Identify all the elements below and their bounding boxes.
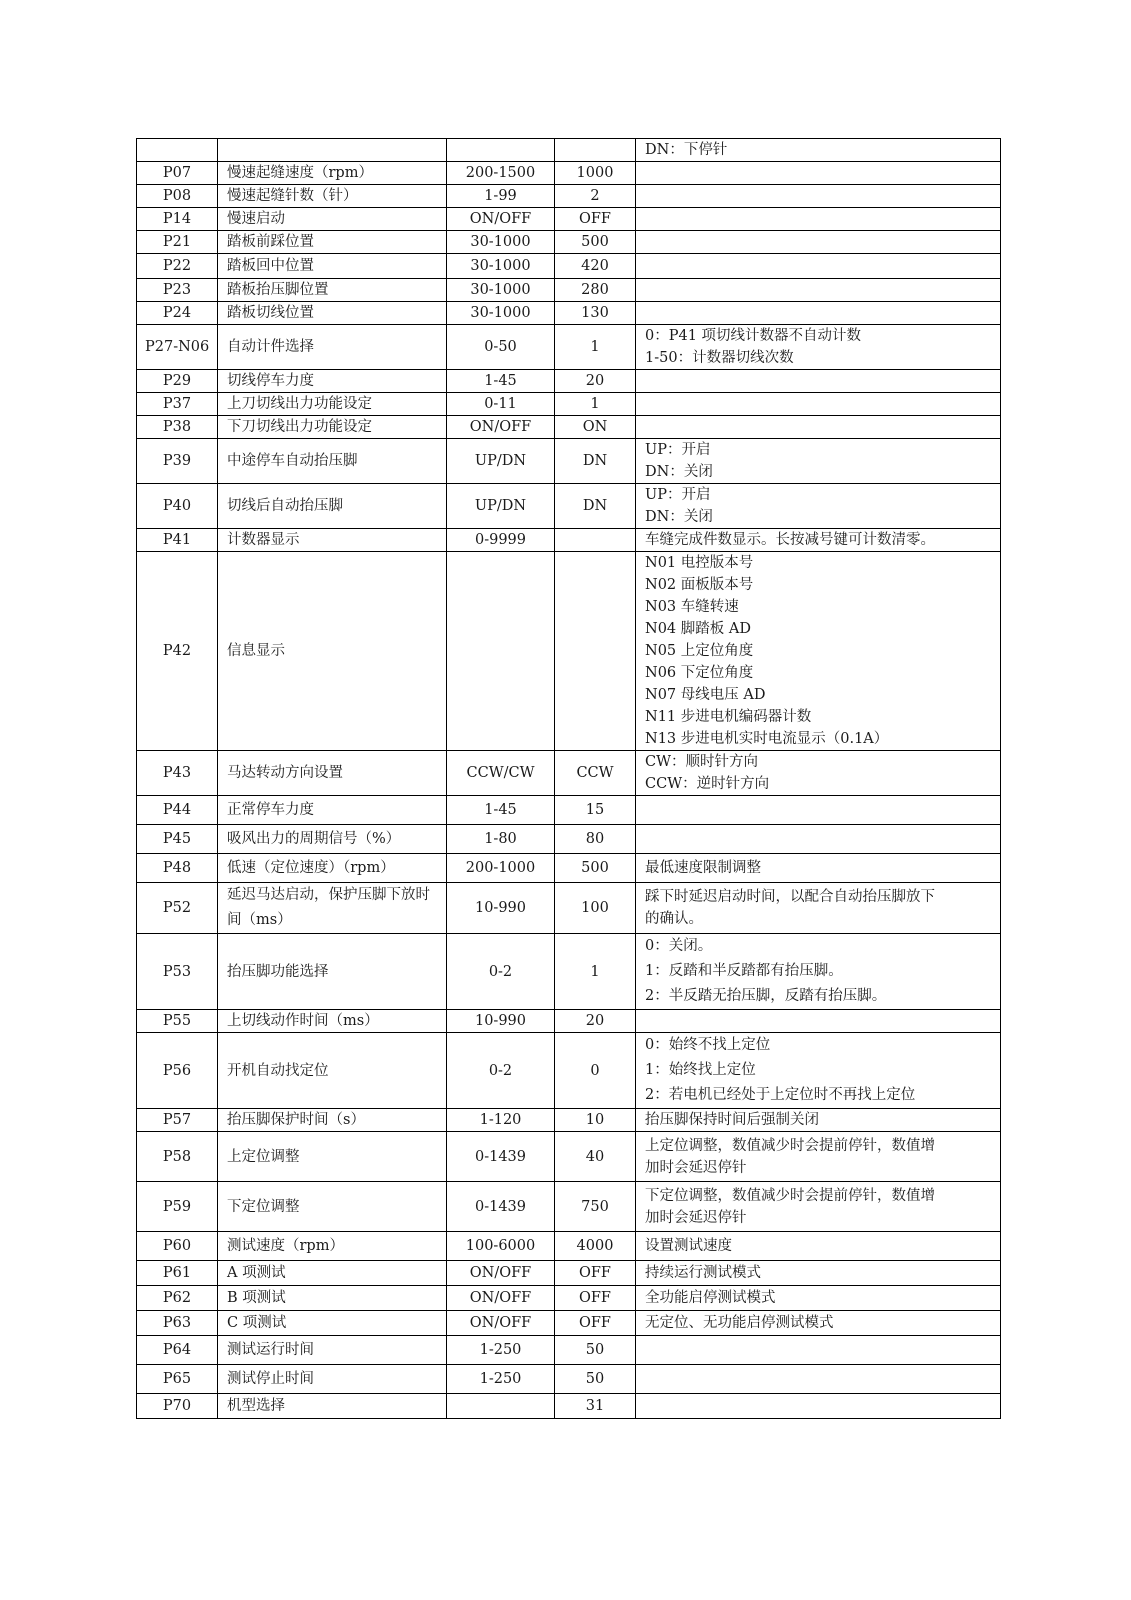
param-code: P62 <box>137 1286 218 1311</box>
param-default: 50 <box>555 1365 636 1394</box>
param-code: P57 <box>137 1109 218 1132</box>
table-row <box>137 231 1001 254</box>
note-line: 的确认。 <box>645 911 703 927</box>
parameter-table-body <box>137 139 1001 1419</box>
param-code: P40 <box>137 484 218 529</box>
param-range: 0-9999 <box>447 529 555 552</box>
param-range: 1-250 <box>447 1336 555 1365</box>
param-default: 40 <box>555 1132 636 1182</box>
param-notes <box>636 208 1001 231</box>
param-name: 测试运行时间 <box>218 1336 447 1365</box>
table-row <box>137 279 1001 302</box>
param-range: ON/OFF <box>447 1311 555 1336</box>
param-name: 踏板切线位置 <box>218 302 447 325</box>
param-code: P52 <box>137 883 218 934</box>
param-code: P61 <box>137 1261 218 1286</box>
param-code: P08 <box>137 185 218 208</box>
param-range: 0-1439 <box>447 1182 555 1232</box>
param-range: 0-11 <box>447 393 555 416</box>
param-code: P56 <box>137 1033 218 1109</box>
param-range <box>447 139 555 162</box>
param-default: OFF <box>555 1311 636 1336</box>
param-code: P21 <box>137 231 218 254</box>
table-row <box>137 1365 1001 1394</box>
param-notes <box>636 325 1001 370</box>
note-line: 上定位调整，数值减少时会提前停针，数值增 <box>645 1137 935 1154</box>
note-line: N04 脚踏板 AD <box>645 621 751 637</box>
note-line: N13 步进电机实时电流显示（0.1A） <box>645 731 889 747</box>
param-notes <box>636 1286 1001 1311</box>
note-line: N11 步进电机编码器计数 <box>645 709 812 725</box>
param-default <box>555 139 636 162</box>
param-default: 4000 <box>555 1232 636 1261</box>
param-code: P48 <box>137 854 218 883</box>
param-default: 420 <box>555 254 636 279</box>
table-row <box>137 1182 1001 1232</box>
param-name: 信息显示 <box>218 552 447 751</box>
param-range: 30-1000 <box>447 254 555 279</box>
param-notes <box>636 552 1001 751</box>
param-name: 延迟马达启动，保护压脚下放时间（ms） <box>218 883 447 934</box>
param-name: 正常停车力度 <box>218 796 447 825</box>
table-row <box>137 1010 1001 1033</box>
param-code: P07 <box>137 162 218 185</box>
param-default <box>555 529 636 552</box>
note-line: 0：始终不找上定位 <box>645 1037 771 1053</box>
param-range: CCW/CW <box>447 751 555 796</box>
note-line: 持续运行测试模式 <box>645 1265 761 1281</box>
param-range: ON/OFF <box>447 208 555 231</box>
table-row <box>137 883 1001 934</box>
param-name <box>218 139 447 162</box>
param-code: P22 <box>137 254 218 279</box>
note-line: 抬压脚保持时间后强制关闭 <box>645 1112 819 1128</box>
param-range: ON/OFF <box>447 1286 555 1311</box>
param-code: P24 <box>137 302 218 325</box>
table-row <box>137 1232 1001 1261</box>
param-name: 慢速起缝速度（rpm） <box>218 162 447 185</box>
param-code: P64 <box>137 1336 218 1365</box>
param-code: P14 <box>137 208 218 231</box>
param-default: 2 <box>555 185 636 208</box>
note-line: 设置测试速度 <box>645 1238 732 1254</box>
param-range: 0-1439 <box>447 1132 555 1182</box>
param-default: 280 <box>555 279 636 302</box>
note-line: DN：关闭 <box>645 464 713 480</box>
table-row <box>137 208 1001 231</box>
param-name: 低速（定位速度）（rpm） <box>218 854 447 883</box>
table-row <box>137 1033 1001 1109</box>
param-range: UP/DN <box>447 439 555 484</box>
param-range: 200-1000 <box>447 854 555 883</box>
table-row <box>137 162 1001 185</box>
param-code: P58 <box>137 1132 218 1182</box>
param-name: B 项测试 <box>218 1286 447 1311</box>
note-line: N07 母线电压 AD <box>645 687 766 703</box>
param-notes <box>636 529 1001 552</box>
table-row <box>137 854 1001 883</box>
param-name: 踏板前踩位置 <box>218 231 447 254</box>
note-line: 无定位、无功能启停测试模式 <box>645 1315 834 1331</box>
param-notes <box>636 484 1001 529</box>
param-default: 1 <box>555 325 636 370</box>
param-name: 测试速度（rpm） <box>218 1232 447 1261</box>
table-row <box>137 185 1001 208</box>
param-code: P43 <box>137 751 218 796</box>
param-range: 1-45 <box>447 796 555 825</box>
table-row <box>137 139 1001 162</box>
param-default: 10 <box>555 1109 636 1132</box>
param-default: 31 <box>555 1394 636 1419</box>
table-row <box>137 796 1001 825</box>
table-row <box>137 825 1001 854</box>
param-code: P41 <box>137 529 218 552</box>
table-row <box>137 1132 1001 1182</box>
table-row <box>137 1311 1001 1336</box>
param-default: OFF <box>555 208 636 231</box>
param-name: A 项测试 <box>218 1261 447 1286</box>
param-name: 自动计件选择 <box>218 325 447 370</box>
table-row <box>137 552 1001 751</box>
param-name: 开机自动找定位 <box>218 1033 447 1109</box>
param-notes <box>636 1394 1001 1419</box>
param-notes <box>636 1365 1001 1394</box>
param-range: 1-250 <box>447 1365 555 1394</box>
table-row <box>137 370 1001 393</box>
note-line: 1-50：计数器切线次数 <box>645 350 794 366</box>
param-default <box>555 552 636 751</box>
param-notes <box>636 1132 1001 1182</box>
param-notes <box>636 1311 1001 1336</box>
param-name: 切线后自动抬压脚 <box>218 484 447 529</box>
param-notes <box>636 1261 1001 1286</box>
param-range: 1-45 <box>447 370 555 393</box>
table-row <box>137 1336 1001 1365</box>
param-default: 1000 <box>555 162 636 185</box>
param-notes <box>636 139 1001 162</box>
param-range: 30-1000 <box>447 302 555 325</box>
table-row <box>137 1109 1001 1132</box>
param-name: 吸风出力的周期信号（%） <box>218 825 447 854</box>
param-notes <box>636 416 1001 439</box>
param-name: 测试停止时间 <box>218 1365 447 1394</box>
param-range: ON/OFF <box>447 1261 555 1286</box>
note-line: 最低速度限制调整 <box>645 860 761 876</box>
table-row <box>137 1394 1001 1419</box>
param-notes <box>636 883 1001 934</box>
param-range: 100-6000 <box>447 1232 555 1261</box>
table-row <box>137 529 1001 552</box>
param-notes <box>636 1232 1001 1261</box>
param-code: P38 <box>137 416 218 439</box>
param-name: 切线停车力度 <box>218 370 447 393</box>
table-row <box>137 1286 1001 1311</box>
note-line: N03 车缝转速 <box>645 599 739 615</box>
table-row <box>137 254 1001 279</box>
param-range: 1-99 <box>447 185 555 208</box>
note-line: 车缝完成件数显示。长按减号键可计数清零。 <box>645 532 935 548</box>
note-line: 踩下时延迟启动时间，以配合自动抬压脚放下 <box>645 889 935 905</box>
param-code: P70 <box>137 1394 218 1419</box>
param-notes <box>636 825 1001 854</box>
param-range: 10-990 <box>447 883 555 934</box>
param-name: 上刀切线出力功能设定 <box>218 393 447 416</box>
param-default: 80 <box>555 825 636 854</box>
param-range: 0-50 <box>447 325 555 370</box>
param-name: 下刀切线出力功能设定 <box>218 416 447 439</box>
param-code: P60 <box>137 1232 218 1261</box>
note-line: 加时会延迟停针 <box>645 1159 747 1176</box>
note-line: DN：下停针 <box>645 142 728 158</box>
param-notes <box>636 934 1001 1010</box>
param-range: 30-1000 <box>447 279 555 302</box>
param-default: 20 <box>555 370 636 393</box>
param-range: 0-2 <box>447 934 555 1010</box>
param-code <box>137 139 218 162</box>
param-name: 踏板抬压脚位置 <box>218 279 447 302</box>
param-default: OFF <box>555 1286 636 1311</box>
param-name: 上切线动作时间（ms） <box>218 1010 447 1033</box>
param-name: 踏板回中位置 <box>218 254 447 279</box>
note-line: 0：P41 项切线计数器不自动计数 <box>645 328 862 344</box>
note-line: N05 上定位角度 <box>645 643 754 659</box>
param-name: C 项测试 <box>218 1311 447 1336</box>
param-notes <box>636 231 1001 254</box>
param-code: P42 <box>137 552 218 751</box>
param-range: 1-80 <box>447 825 555 854</box>
param-default: 0 <box>555 1033 636 1109</box>
param-notes <box>636 1109 1001 1132</box>
param-code: P45 <box>137 825 218 854</box>
table-row <box>137 484 1001 529</box>
table-row <box>137 439 1001 484</box>
param-notes <box>636 302 1001 325</box>
param-notes <box>636 796 1001 825</box>
param-name: 计数器显示 <box>218 529 447 552</box>
param-default: DN <box>555 484 636 529</box>
param-default: 1 <box>555 934 636 1010</box>
param-range: ON/OFF <box>447 416 555 439</box>
param-default: 100 <box>555 883 636 934</box>
param-notes <box>636 1033 1001 1109</box>
param-notes <box>636 1182 1001 1232</box>
param-code: P59 <box>137 1182 218 1232</box>
param-name: 慢速起缝针数（针） <box>218 185 447 208</box>
param-default: 130 <box>555 302 636 325</box>
param-notes <box>636 439 1001 484</box>
note-line: DN：关闭 <box>645 509 713 525</box>
param-code: P29 <box>137 370 218 393</box>
param-notes <box>636 393 1001 416</box>
param-range <box>447 552 555 751</box>
param-default: 500 <box>555 231 636 254</box>
param-name: 下定位调整 <box>218 1182 447 1232</box>
parameter-table <box>136 138 1001 1419</box>
param-name: 中途停车自动抬压脚 <box>218 439 447 484</box>
note-line: UP：开启 <box>645 442 711 458</box>
param-default: DN <box>555 439 636 484</box>
table-row <box>137 393 1001 416</box>
param-notes <box>636 1336 1001 1365</box>
note-line: UP：开启 <box>645 487 711 503</box>
param-name: 慢速启动 <box>218 208 447 231</box>
table-row <box>137 302 1001 325</box>
note-line: CCW：逆时针方向 <box>645 776 770 792</box>
table-row <box>137 325 1001 370</box>
param-default: 500 <box>555 854 636 883</box>
param-default: 20 <box>555 1010 636 1033</box>
table-row <box>137 751 1001 796</box>
note-line: N06 下定位角度 <box>645 665 754 681</box>
param-code: P37 <box>137 393 218 416</box>
param-default: ON <box>555 416 636 439</box>
param-code: P23 <box>137 279 218 302</box>
param-default: CCW <box>555 751 636 796</box>
param-default: 1 <box>555 393 636 416</box>
note-line: 全功能启停测试模式 <box>645 1290 776 1306</box>
param-code: P63 <box>137 1311 218 1336</box>
note-line: 0：关闭。 <box>645 938 713 954</box>
param-range: 1-120 <box>447 1109 555 1132</box>
param-code: P27-N06 <box>137 325 218 370</box>
table-row <box>137 934 1001 1010</box>
note-line: CW：顺时针方向 <box>645 754 758 770</box>
table-row <box>137 1261 1001 1286</box>
param-default: OFF <box>555 1261 636 1286</box>
param-notes <box>636 279 1001 302</box>
param-default: 750 <box>555 1182 636 1232</box>
param-name: 上定位调整 <box>218 1132 447 1182</box>
note-line: 1：始终找上定位 <box>645 1062 756 1078</box>
table-row <box>137 416 1001 439</box>
note-line: 2：若电机已经处于上定位时不再找上定位 <box>645 1087 916 1103</box>
note-line: N02 面板版本号 <box>645 577 754 593</box>
note-line: 1：反踏和半反踏都有抬压脚。 <box>645 963 843 979</box>
param-default: 50 <box>555 1336 636 1365</box>
param-range: UP/DN <box>447 484 555 529</box>
param-default: 15 <box>555 796 636 825</box>
param-notes <box>636 254 1001 279</box>
param-name: 抬压脚保护时间（s） <box>218 1109 447 1132</box>
param-notes <box>636 370 1001 393</box>
param-name: 抬压脚功能选择 <box>218 934 447 1010</box>
param-notes <box>636 185 1001 208</box>
param-code: P44 <box>137 796 218 825</box>
param-range: 200-1500 <box>447 162 555 185</box>
param-notes <box>636 854 1001 883</box>
param-name: 马达转动方向设置 <box>218 751 447 796</box>
param-range: 0-2 <box>447 1033 555 1109</box>
note-line: 加时会延迟停针 <box>645 1209 747 1226</box>
param-range: 30-1000 <box>447 231 555 254</box>
param-code: P65 <box>137 1365 218 1394</box>
param-code: P53 <box>137 934 218 1010</box>
param-notes <box>636 1010 1001 1033</box>
note-line: 下定位调整，数值减少时会提前停针，数值增 <box>645 1187 935 1204</box>
param-name: 机型选择 <box>218 1394 447 1419</box>
note-line: 2：半反踏无抬压脚，反踏有抬压脚。 <box>645 988 887 1004</box>
param-code: P39 <box>137 439 218 484</box>
param-range: 10-990 <box>447 1010 555 1033</box>
param-code: P55 <box>137 1010 218 1033</box>
param-notes <box>636 751 1001 796</box>
param-range <box>447 1394 555 1419</box>
note-line: N01 电控版本号 <box>645 555 754 571</box>
param-notes <box>636 162 1001 185</box>
